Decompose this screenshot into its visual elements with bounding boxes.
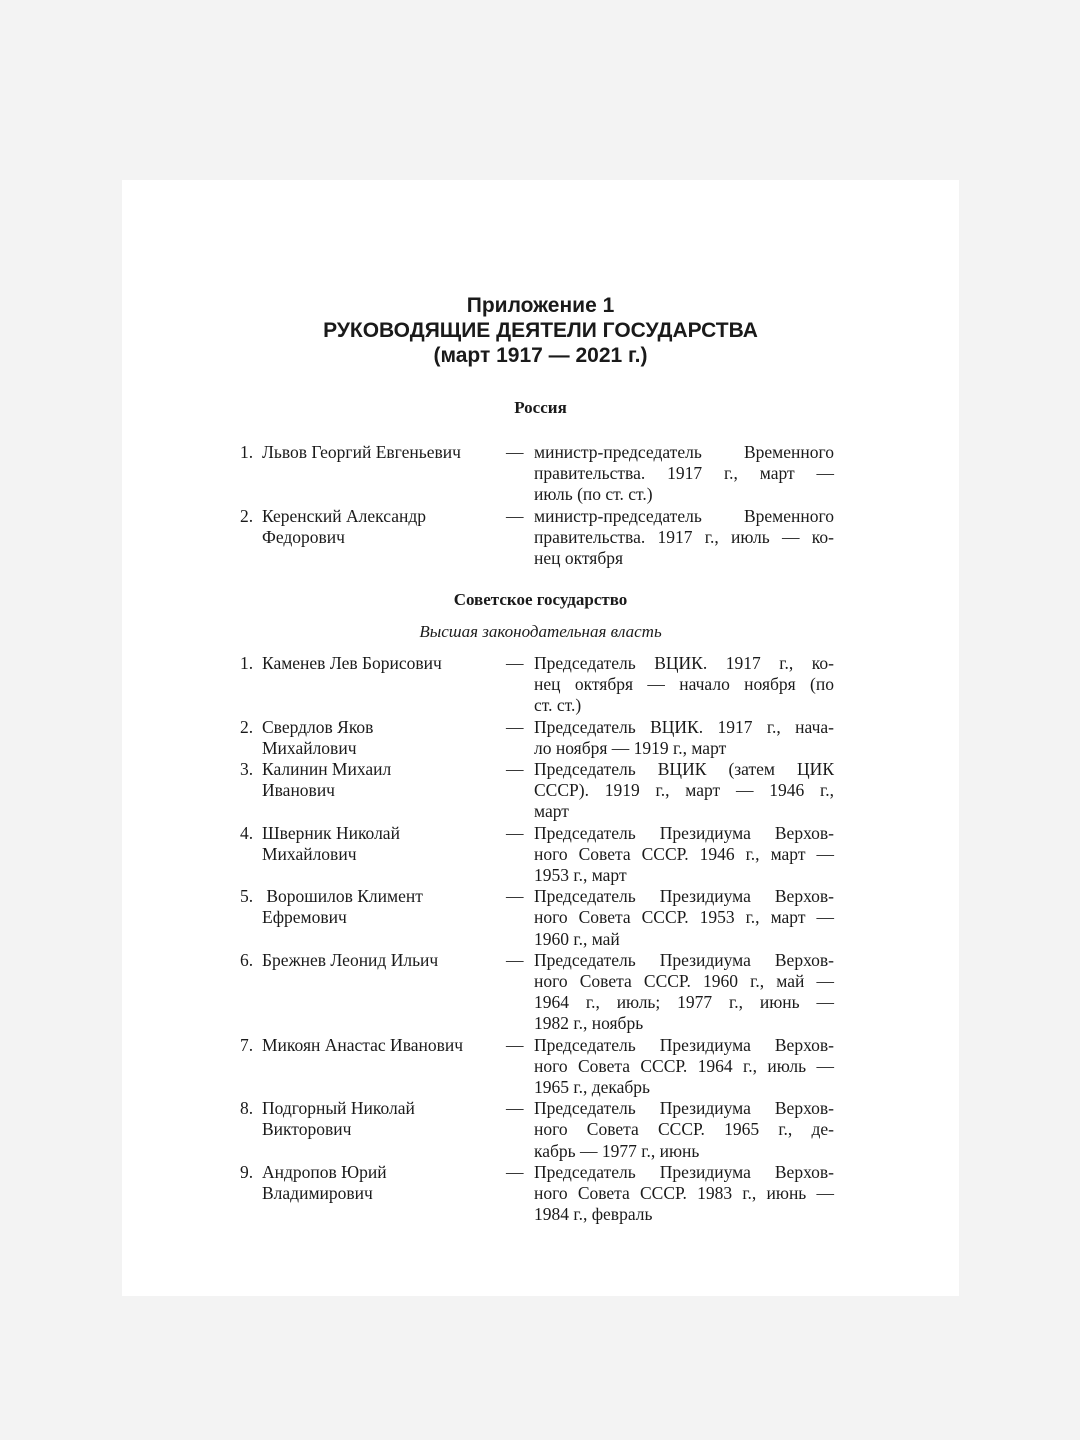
entry-description [534,759,834,823]
list-item [240,1035,834,1099]
entry-dash: — [506,442,524,462]
entry-dash: — [506,886,524,907]
entry-number: 1. [240,653,254,673]
entry-description-line: июль (по ст. ст.) [534,484,653,505]
entry-description-line: 1953 г., март [534,865,627,886]
entry-dash: — [506,505,524,526]
list-item [240,442,834,506]
entry-description-line: Председатель Президиума Верхов- [534,1161,834,1182]
entry-description-line: Председатель ВЦИК (затем ЦИК [534,759,834,780]
entry-name [262,653,506,717]
entry-description-line: 1964 г., июль; 1977 г., июнь — [534,992,834,1013]
entry-description-line: ного Совета СССР. 1983 г., июнь — [534,1183,834,1204]
entry-dash: — [506,822,524,843]
entry-description-line: министр-председатель Временного [534,505,834,526]
entry-description-line: министр-председатель Временного [534,442,834,462]
section-title-russia: Россия [514,398,567,417]
entry-description-line: Председатель ВЦИК. 1917 г., нача- [534,716,834,737]
list-item [240,950,834,1035]
entry-name [262,1035,506,1099]
list-item [240,886,834,950]
entry-name [262,1162,506,1226]
entry-description-line: 1984 г., февраль [534,1204,653,1225]
entry-description-line: правительства. 1917 г., июль — ко- [534,526,834,547]
entry-name-line: Михайлович [262,843,357,864]
book-page [122,180,959,1296]
entry-description-line: правительства. 1917 г., март — [534,463,834,484]
entry-name-line: Шверник Николай [262,822,400,843]
entry-number: 5. [240,886,254,907]
entry-description-line: ст. ст.) [534,695,582,716]
list-item [240,506,834,570]
list-item [240,823,834,887]
entry-description-line: ного Совета СССР. 1946 г., март — [534,843,834,864]
entry-name-line: Андропов Юрий [262,1161,387,1182]
entry-name-line: Ефремович [262,907,347,928]
entry-description-line: ного Совета СССР. 1960 г., май — [534,971,834,992]
entry-description [534,442,834,506]
soviet-entry-list [240,653,834,1225]
entry-description [534,823,834,887]
entry-name-line: Федорович [262,526,345,547]
entry-number: 1. [240,442,254,462]
entry-description [534,1162,834,1226]
page-subtitle: (март 1917 — 2021 г.) [433,344,648,367]
page-title: РУКОВОДЯЩИЕ ДЕЯТЕЛИ ГОСУДАРСТВА [323,319,758,342]
entry-name-line: Ворошилов Климент [262,886,423,907]
entry-name-line: Михайлович [262,737,357,758]
entry-name-line: Свердлов Яков [262,716,374,737]
entry-name [262,823,506,887]
list-item [240,653,834,717]
entry-description-line: нец октября [534,548,624,569]
entry-name-line: Керенский Александр [262,505,427,526]
list-item [240,1098,834,1162]
entry-dash: — [506,653,524,673]
entry-name [262,886,506,950]
entry-description-line: март [534,801,569,822]
entry-name [262,442,506,506]
entry-description [534,653,834,717]
entry-description [534,1098,834,1162]
entry-dash: — [506,949,524,970]
entry-number: 6. [240,949,254,970]
entry-dash: — [506,1098,524,1119]
entry-description [534,506,834,570]
entry-name-line: Викторович [262,1119,352,1140]
entry-name-line: Владимирович [262,1183,373,1204]
entry-dash: — [506,1034,524,1055]
entry-number: 3. [240,759,254,780]
entry-description-line: 1982 г., ноябрь [534,1013,644,1034]
entry-name [262,506,506,570]
entry-number: 9. [240,1161,254,1182]
entry-number: 4. [240,822,254,843]
entry-description-line: 1965 г., декабрь [534,1077,651,1098]
section-subtitle-legislative: Высшая законодательная власть [419,622,662,641]
entry-description [534,950,834,1035]
entry-description-line: Председатель Президиума Верхов- [534,1034,834,1055]
entry-description [534,717,834,759]
entry-description-line: ного Совета СССР. 1964 г., июль — [534,1055,834,1076]
entry-description [534,1035,834,1099]
entry-name-line: Иванович [262,780,335,801]
appendix-label: Приложение 1 [466,294,615,317]
entry-description-line: Председатель Президиума Верхов- [534,822,834,843]
entry-dash: — [506,759,524,780]
entry-description-line: Председатель Президиума Верхов- [534,886,834,907]
entry-dash: — [506,1161,524,1182]
entry-number: 2. [240,505,254,526]
entry-name-line: Львов Георгий Евгеньевич [262,442,461,462]
entry-description-line: ного Совета СССР. 1953 г., март — [534,907,834,928]
entry-description-line: нец октября — начало ноября (по [534,674,834,695]
entry-description-line: кабрь — 1977 г., июнь [534,1140,700,1161]
entry-name-line: Подгорный Николай [262,1098,415,1119]
entry-number: 7. [240,1034,254,1055]
entry-name-line: Брежнев Леонид Ильич [262,949,439,970]
entry-name [262,950,506,1035]
list-item [240,1162,834,1226]
entry-name [262,1098,506,1162]
entry-description-line: ного Совета СССР. 1965 г., де- [534,1119,834,1140]
entry-name-line: Каменев Лев Борисович [262,653,442,673]
entry-description-line: 1960 г., май [534,928,620,949]
entry-name [262,759,506,823]
entry-description-line: Председатель ВЦИК. 1917 г., ко- [534,653,834,673]
entry-description-line: СССР). 1919 г., март — 1946 г., [534,780,834,801]
entry-description-line: Председатель Президиума Верхов- [534,949,834,970]
entry-number: 8. [240,1098,254,1119]
entry-description [534,886,834,950]
list-item [240,759,834,823]
entry-description-line: ло ноября — 1919 г., март [534,737,727,758]
entry-number: 2. [240,716,254,737]
entry-name [262,717,506,759]
entry-dash: — [506,716,524,737]
list-item [240,717,834,759]
entry-description-line: Председатель Президиума Верхов- [534,1098,834,1119]
entry-name-line: Микоян Анастас Иванович [262,1034,464,1055]
section-title-soviet: Советское государство [453,590,628,609]
russia-entry-list [240,442,834,569]
entry-name-line: Калинин Михаил [262,759,392,780]
